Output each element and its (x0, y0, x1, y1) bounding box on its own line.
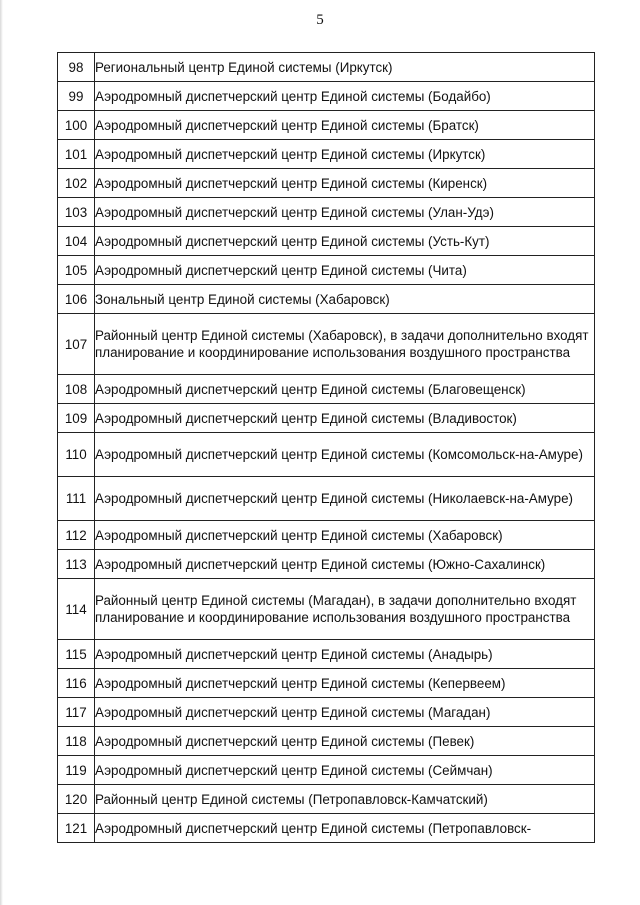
row-description: Аэродромный диспетчерский центр Единой системы (Анадырь) (95, 640, 595, 669)
table-row (58, 375, 595, 404)
row-description: Аэродромный диспетчерский центр Единой системы (Улан-Удэ) (95, 198, 595, 227)
table-row (58, 285, 595, 314)
table-row (58, 111, 595, 140)
table-row (58, 477, 595, 521)
row-number: 115 (58, 640, 95, 669)
row-number: 98 (58, 53, 95, 82)
row-number: 101 (58, 140, 95, 169)
row-description: Районный центр Единой системы (Хабаровск), в задачи дополнительно входят планирование и координирование использования воздушного пространства (95, 314, 595, 375)
table-row (58, 785, 595, 814)
row-description: Аэродромный диспетчерский центр Единой системы (Петропавловск- (95, 814, 595, 843)
row-number: 116 (58, 669, 95, 698)
row-description: Аэродромный диспетчерский центр Единой системы (Киренск) (95, 169, 595, 198)
row-description: Аэродромный диспетчерский центр Единой системы (Чита) (95, 256, 595, 285)
row-number: 121 (58, 814, 95, 843)
row-description: Аэродромный диспетчерский центр Единой системы (Иркутск) (95, 140, 595, 169)
table-row (58, 314, 595, 375)
row-description: Аэродромный диспетчерский центр Единой системы (Хабаровск) (95, 521, 595, 550)
row-description: Районный центр Единой системы (Петропавловск-Камчатский) (95, 785, 595, 814)
row-description: Аэродромный диспетчерский центр Единой системы (Комсомольск-на-Амуре) (95, 433, 595, 477)
table-row (58, 140, 595, 169)
row-description: Аэродромный диспетчерский центр Единой системы (Братск) (95, 111, 595, 140)
table-row (58, 404, 595, 433)
row-number: 108 (58, 375, 95, 404)
row-number: 111 (58, 477, 95, 521)
row-number: 102 (58, 169, 95, 198)
row-number: 104 (58, 227, 95, 256)
row-number: 117 (58, 698, 95, 727)
row-number: 103 (58, 198, 95, 227)
row-description: Аэродромный диспетчерский центр Единой системы (Владивосток) (95, 404, 595, 433)
table-row (58, 433, 595, 477)
table-row (58, 82, 595, 111)
row-number: 113 (58, 550, 95, 579)
row-number: 99 (58, 82, 95, 111)
row-number: 109 (58, 404, 95, 433)
table-row (58, 756, 595, 785)
table-row (58, 521, 595, 550)
row-description: Аэродромный диспетчерский центр Единой системы (Николаевск-на-Амуре) (95, 477, 595, 521)
centers-table (57, 52, 595, 843)
row-number: 119 (58, 756, 95, 785)
row-number: 106 (58, 285, 95, 314)
table-row (58, 727, 595, 756)
table-row (58, 640, 595, 669)
table-row (58, 53, 595, 82)
row-description: Аэродромный диспетчерский центр Единой системы (Бодайбо) (95, 82, 595, 111)
row-description: Районный центр Единой системы (Магадан), в задачи дополнительно входят планирование и координирование использования воздушного пространства (95, 579, 595, 640)
row-number: 107 (58, 314, 95, 375)
table-row (58, 698, 595, 727)
row-description: Аэродромный диспетчерский центр Единой системы (Южно-Сахалинск) (95, 550, 595, 579)
row-number: 100 (58, 111, 95, 140)
row-number: 112 (58, 521, 95, 550)
row-description: Зональный центр Единой системы (Хабаровск) (95, 285, 595, 314)
table-row (58, 669, 595, 698)
scan-edge-shadow (0, 0, 3, 905)
row-description: Аэродромный диспетчерский центр Единой системы (Магадан) (95, 698, 595, 727)
row-description: Аэродромный диспетчерский центр Единой системы (Сеймчан) (95, 756, 595, 785)
page-number: 5 (316, 12, 324, 28)
table-row (58, 579, 595, 640)
row-number: 105 (58, 256, 95, 285)
table-row (58, 256, 595, 285)
row-description: Аэродромный диспетчерский центр Единой системы (Кепервеем) (95, 669, 595, 698)
table-row (58, 814, 595, 843)
row-description: Аэродромный диспетчерский центр Единой системы (Певек) (95, 727, 595, 756)
table-row (58, 198, 595, 227)
row-description: Аэродромный диспетчерский центр Единой системы (Благовещенск) (95, 375, 595, 404)
table-row (58, 227, 595, 256)
row-description: Региональный центр Единой системы (Иркутск) (95, 53, 595, 82)
table-row (58, 550, 595, 579)
row-number: 110 (58, 433, 95, 477)
row-number: 120 (58, 785, 95, 814)
row-description: Аэродромный диспетчерский центр Единой системы (Усть-Кут) (95, 227, 595, 256)
table-row (58, 169, 595, 198)
row-number: 114 (58, 579, 95, 640)
row-number: 118 (58, 727, 95, 756)
